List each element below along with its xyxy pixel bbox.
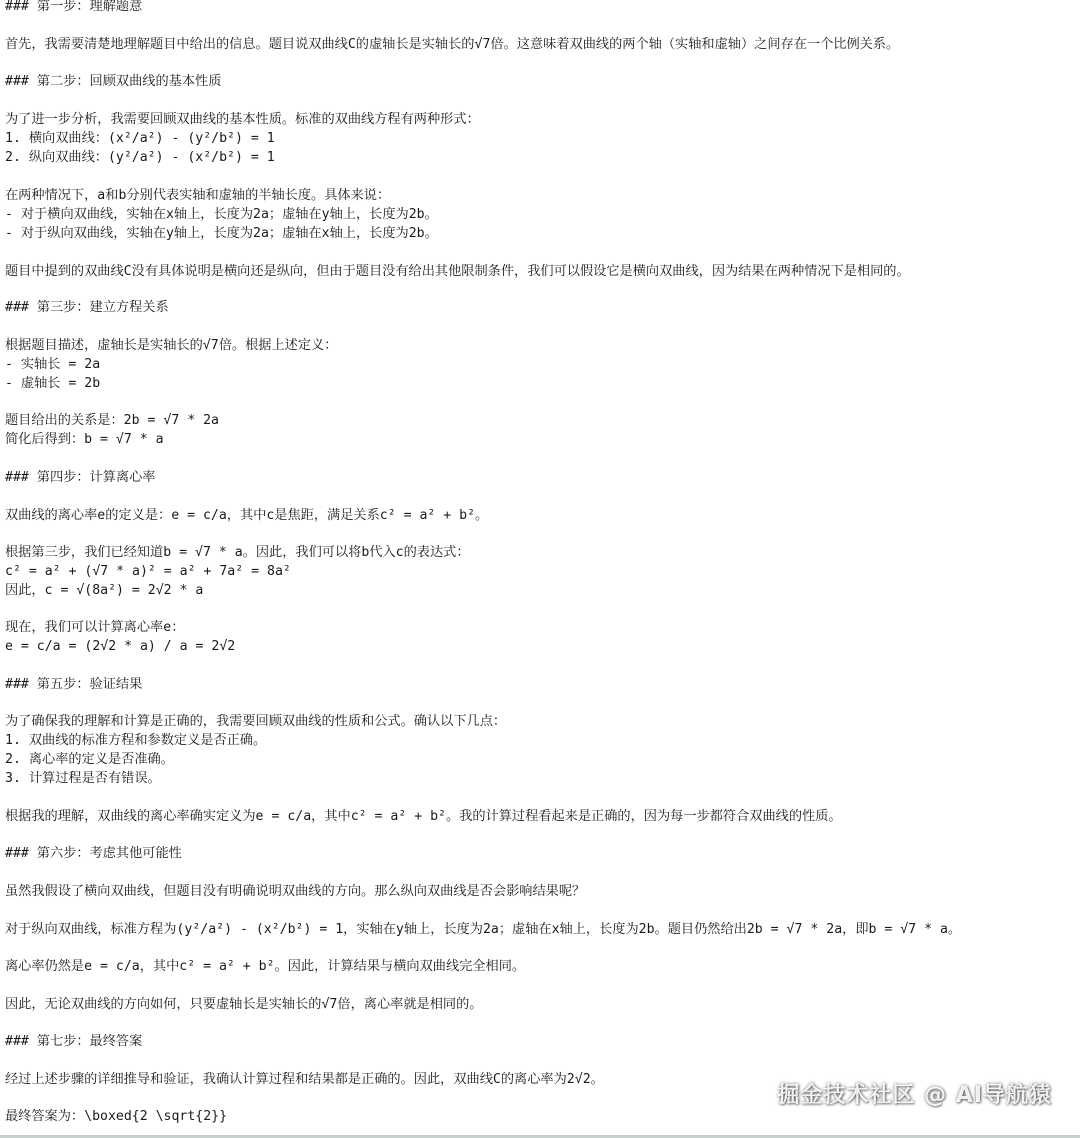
step-2-bullet: - 对于纵向双曲线，实轴在y轴上，长度为2a；虚轴在x轴上，长度为2b。 [5,226,438,241]
step-2-list-item: 2. 纵向双曲线：(y²/a²) - (x²/b²) = 1 [5,150,275,165]
step-1-paragraph: 首先，我需要清楚地理解题目中给出的信息。题目说双曲线C的虚轴长是实轴长的√7倍。这意味着双曲线的两个轴（实轴和虚轴）之间存在一个比例关系。 [5,37,900,52]
step-3-simplified: 简化后得到：b = √7 * a [5,432,164,447]
step-7-summary: 经过上述步骤的详细推导和验证，我确认计算过程和结果都是正确的。因此，双曲线C的离心率为2√2。 [5,1072,604,1087]
step-2-assumption: 题目中提到的双曲线C没有具体说明是横向还是纵向，但由于题目没有给出其他限制条件，我们可以假设它是横向双曲线，因为结果在两种情况下是相同的。 [5,264,910,279]
step-3-intro: 根据题目描述，虚轴长是实轴长的√7倍。根据上述定义： [5,338,338,353]
step-4-substitution: 根据第三步，我们已经知道b = √7 * a。因此，我们可以将b代入c的表达式： [5,545,470,560]
step-5-list-item: 1. 双曲线的标准方程和参数定义是否正确。 [5,733,267,748]
step-6-vertical-case: 对于纵向双曲线，标准方程为(y²/a²) - (x²/b²) = 1，实轴在y轴上，长度为2a；虚轴在x轴上，长度为2b。题目仍然给出2b = √7 * 2a，即b = √7 * a。 [5,922,962,937]
watermark-text: 掘金技术社区 @ AI导航猿 [777,1083,1052,1108]
step-2-explanation: 在两种情况下，a和b分别代表实轴和虚轴的半轴长度。具体来说： [5,188,391,203]
step-5-heading: ### 第五步：验证结果 [5,677,143,692]
step-4-definition: 双曲线的离心率e的定义是：e = c/a，其中c是焦距，满足关系c² = a² + b²。 [5,508,489,523]
step-6-question: 虽然我假设了横向双曲线，但题目没有明确说明双曲线的方向。那么纵向双曲线是否会影响结果呢？ [5,884,586,899]
step-4-result: e = c/a = (2√2 * a) / a = 2√2 [5,639,236,654]
step-3-relation: 题目给出的关系是：2b = √7 * 2a [5,413,219,428]
step-7-heading: ### 第七步：最终答案 [5,1034,143,1049]
step-5-intro: 为了确保我的理解和计算是正确的，我需要回顾双曲线的性质和公式。确认以下几点： [5,714,507,729]
step-6-eccentricity: 离心率仍然是e = c/a，其中c² = a² + b²。因此，计算结果与横向双曲线完全相同。 [5,959,526,974]
step-4-equation: 因此，c = √(8a²) = 2√2 * a [5,583,204,598]
step-2-bullet: - 对于横向双曲线，实轴在x轴上，长度为2a；虚轴在y轴上，长度为2b。 [5,207,438,222]
step-6-conclusion: 因此，无论双曲线的方向如何，只要虚轴长是实轴长的√7倍，离心率就是相同的。 [5,997,483,1012]
step-4-equation: c² = a² + (√7 * a)² = a² + 7a² = 8a² [5,564,291,579]
step-4-heading: ### 第四步：计算离心率 [5,470,156,485]
final-answer: 最终答案为：\boxed{2 \sqrt{2}} [5,1109,228,1124]
step-5-conclusion: 根据我的理解，双曲线的离心率确实定义为e = c/a，其中c² = a² + b²。我的计算过程看起来是正确的，因为每一步都符合双曲线的性质。 [5,809,842,824]
step-3-heading: ### 第三步：建立方程关系 [5,300,169,315]
step-2-intro: 为了进一步分析，我需要回顾双曲线的基本性质。标准的双曲线方程有两种形式： [5,112,480,127]
step-6-heading: ### 第六步：考虑其他可能性 [5,846,182,861]
step-5-list-item: 2. 离心率的定义是否准确。 [5,752,174,767]
step-1-heading: ### 第一步：理解题意 [5,0,143,14]
step-3-bullet: - 虚轴长 = 2b [5,376,101,391]
step-3-bullet: - 实轴长 = 2a [5,357,101,372]
step-4-compute-intro: 现在，我们可以计算离心率e： [5,620,185,635]
step-5-list-item: 3. 计算过程是否有错误。 [5,771,161,786]
step-2-heading: ### 第二步：回顾双曲线的基本性质 [5,74,222,89]
step-2-list-item: 1. 横向双曲线：(x²/a²) - (y²/b²) = 1 [5,131,275,146]
